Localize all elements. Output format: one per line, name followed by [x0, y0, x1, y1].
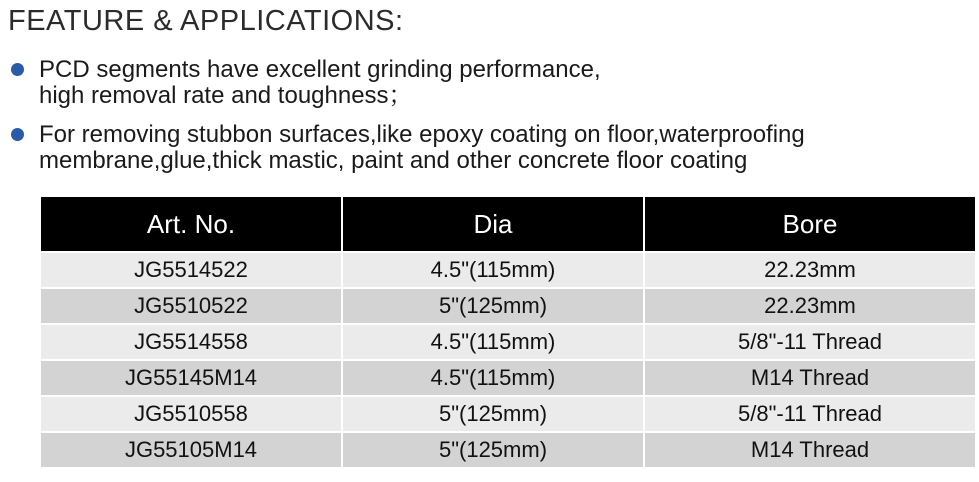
feature-line: membrane,glue,thick mastic, paint and other concrete floor coating	[39, 147, 748, 174]
feature-item	[10, 57, 970, 109]
table-row	[41, 288, 975, 324]
table-row	[41, 360, 975, 396]
feature-line: high removal rate and toughness；	[39, 82, 413, 109]
feature-line: PCD segments have excellent grinding performance,	[39, 56, 601, 83]
table-row	[41, 324, 975, 360]
column-header-art-no: Art. No.	[41, 197, 342, 252]
bullet-dot-icon	[11, 128, 24, 141]
table-row	[41, 252, 975, 288]
cell-dia: 5"(125mm)	[342, 396, 644, 432]
cell-art-no: JG55145M14	[41, 360, 342, 396]
column-header-dia: Dia	[342, 197, 644, 252]
spec-table	[41, 197, 975, 467]
cell-dia: 5"(125mm)	[342, 288, 644, 324]
cell-art-no: JG5514522	[41, 252, 342, 288]
cell-dia: 4.5"(115mm)	[342, 324, 644, 360]
feature-line: For removing stubbon surfaces,like epoxy coating on floor,waterproofing	[39, 121, 805, 148]
cell-dia: 4.5"(115mm)	[342, 360, 644, 396]
cell-dia: 4.5"(115mm)	[342, 252, 644, 288]
bullet-dot-icon	[11, 63, 24, 76]
cell-bore: 22.23mm	[644, 288, 975, 324]
cell-bore: 5/8"-11 Thread	[644, 396, 975, 432]
table-row	[41, 432, 975, 467]
cell-art-no: JG5510522	[41, 288, 342, 324]
cell-art-no: JG5514558	[41, 324, 342, 360]
table-header-row	[41, 197, 975, 252]
table-row	[41, 396, 975, 432]
cell-bore: 5/8"-11 Thread	[644, 324, 975, 360]
cell-bore: M14 Thread	[644, 432, 975, 467]
section-heading: FEATURE & APPLICATIONS:	[8, 5, 404, 37]
column-header-bore: Bore	[644, 197, 975, 252]
feature-list	[10, 57, 970, 174]
cell-art-no: JG55105M14	[41, 432, 342, 467]
cell-bore: M14 Thread	[644, 360, 975, 396]
cell-art-no: JG5510558	[41, 396, 342, 432]
cell-bore: 22.23mm	[644, 252, 975, 288]
cell-dia: 5"(125mm)	[342, 432, 644, 467]
feature-item	[10, 122, 970, 174]
